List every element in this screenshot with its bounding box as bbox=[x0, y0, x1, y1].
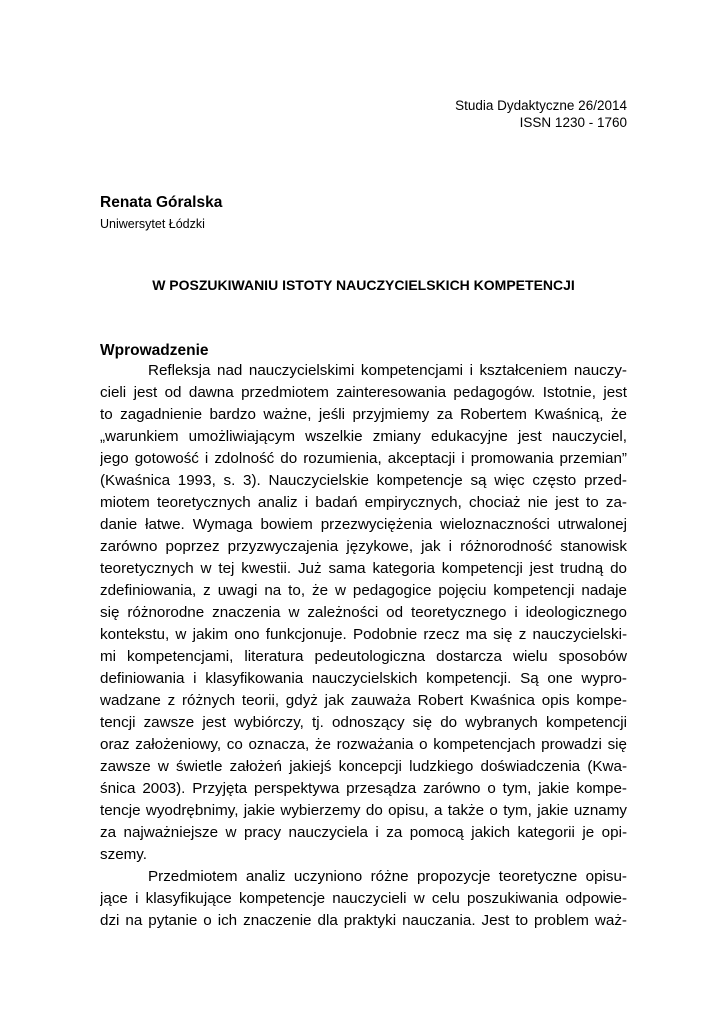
paragraph-line: „warunkiem umożliwiającym wszelkie zmiany edukacyjne jest nauczyciel, bbox=[100, 428, 627, 445]
paragraph-line: dzi na pytanie o ich znaczenie dla praktyki nauczania. Jest to problem waż- bbox=[100, 912, 627, 929]
paragraph-line: kontekstu, w jakim ono funkcjonuje. Podobnie rzecz ma się z nauczycielski- bbox=[100, 626, 627, 643]
paragraph-line: (Kwaśnica 1993, s. 3). Nauczycielskie kompetencje są więc często przed- bbox=[100, 472, 627, 489]
section-heading: Wprowadzenie bbox=[100, 342, 209, 359]
paragraph-line: teoretycznych w tej kwestii. Już sama kategoria kompetencji jest trudną do bbox=[100, 560, 627, 577]
paragraph-line: śnica 2003). Przyjęta perspektywa przesądza zarówno o tym, jakie kompe- bbox=[100, 780, 627, 797]
paragraph-line: definiowania i klasyfikowania nauczycielskich kompetencji. Są one wypro- bbox=[100, 670, 627, 687]
journal-header bbox=[455, 97, 627, 131]
author-name: Renata Góralska bbox=[100, 194, 223, 211]
paragraph-line: Refleksja nad nauczycielskimi kompetencjami i kształceniem nauczy- bbox=[148, 362, 627, 379]
paragraph-line: zawsze w świetle założeń jakiejś koncepcji ludzkiego doświadczenia (Kwa- bbox=[100, 758, 627, 775]
paragraph-line: jego gotowość i zdolność do rozumienia, akceptacji i promowania przemian” bbox=[100, 450, 627, 467]
paragraph-line: się różnorodne znaczenia w zależności od teoretycznego i ideologicznego bbox=[100, 604, 627, 621]
paragraph-line: to zagadnienie bardzo ważne, jeśli przyjmiemy za Robertem Kwaśnicą, że bbox=[100, 406, 627, 423]
paragraph-line: za najważniejsze w pracy nauczyciela i za pomocą jakich kategorii je opi- bbox=[100, 824, 627, 841]
journal-name: Studia Dydaktyczne 26/2014 bbox=[455, 98, 627, 113]
paragraph-line: tencje wyodrębnimy, jakie wybierzemy do opisu, a także o tym, jakie uznamy bbox=[100, 802, 627, 819]
paragraph-line: zarówno poprzez przyzwyczajenia językowe, jak i różnorodność stanowisk bbox=[100, 538, 627, 555]
paragraph-line: tencji zawsze jest wybiórczy, tj. odnoszący się do wybranych kompetencji bbox=[100, 714, 627, 731]
article-title: W POSZUKIWANIU ISTOTY NAUCZYCIELSKICH KOMPETENCJI bbox=[152, 277, 575, 293]
paragraph-line: zdefiniowania, z uwagi na to, że w pedagogice pojęciu kompetencji nadaje bbox=[100, 582, 627, 599]
paragraph-line: oraz założeniowy, co oznacza, że rozważania o kompetencjach prowadzi się bbox=[100, 736, 627, 753]
paragraph-line: mi kompetencjami, literatura pedeutologiczna dostarcza wielu sposobów bbox=[100, 648, 627, 665]
paragraph-line: danie łatwe. Wymaga bowiem przezwyciężenia wieloznaczności utrwalonej bbox=[100, 516, 627, 533]
paragraph-line: wadzane z różnych teorii, gdyż jak zauważa Robert Kwaśnica opis kompe- bbox=[100, 692, 627, 709]
paragraph-line: jące i klasyfikujące kompetencje nauczycieli w celu poszukiwania odpowie- bbox=[100, 890, 627, 907]
paragraph-line: cieli jest od dawna przedmiotem zainteresowania pedagogów. Istotnie, jest bbox=[100, 384, 627, 401]
paragraph-line: Przedmiotem analiz uczyniono różne propozycje teoretyczne opisu- bbox=[148, 868, 627, 885]
article-body bbox=[100, 360, 627, 932]
paragraph-line: miotem teoretycznych analiz i badań empirycznych, chociaż nie jest to za- bbox=[100, 494, 627, 511]
paragraph-line: szemy. bbox=[100, 846, 147, 863]
author-affiliation: Uniwersytet Łódzki bbox=[100, 217, 205, 231]
journal-issn: ISSN 1230 - 1760 bbox=[519, 115, 627, 130]
